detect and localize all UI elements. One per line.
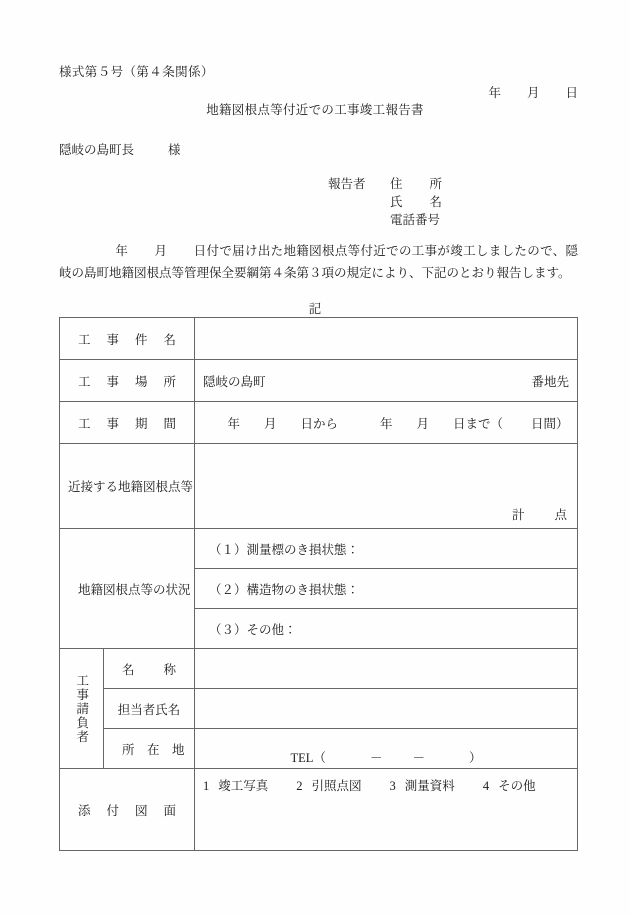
reporter-field-phone-label: 電話番号 (390, 213, 441, 227)
table-row-work-place (60, 360, 578, 402)
table-row-point-status-1 (60, 529, 578, 569)
attachment-option-4[interactable] (483, 779, 536, 793)
table-row-work-period (60, 402, 578, 444)
table-row-contractor-address (60, 729, 578, 769)
label-contractor (60, 649, 104, 769)
addressee (59, 140, 181, 158)
value-point-status-2[interactable]: （２）構造物のき損状態： (195, 569, 578, 609)
header-date-month: 月 (526, 86, 540, 100)
attachment-option-2-num: 2 (296, 779, 303, 793)
period-to-day: 日まで（ (453, 416, 504, 431)
body-text-part1: 日付で届け出た地籍図根点等付近での工事が竣工しましたので、隠岐の (59, 244, 578, 280)
value-point-status-1[interactable]: （１）測量標のき損状態： (195, 529, 578, 569)
tel-dash-1: － (369, 750, 383, 765)
table-row-contractor-name (60, 649, 578, 689)
attachment-option-3[interactable] (390, 779, 455, 793)
header-date-line (488, 83, 578, 101)
value-work-period[interactable] (195, 402, 578, 444)
period-days: 日間） (531, 416, 569, 431)
attachment-option-1[interactable] (203, 779, 268, 793)
body-date-year: 年 (115, 244, 129, 258)
label-point-status: 地籍図根点等の状況 (60, 529, 195, 649)
table-row-attachments (60, 769, 578, 851)
value-point-status-3[interactable]: （３）その他： (195, 609, 578, 649)
label-work-name: 工事件名 (60, 318, 195, 360)
period-from-year: 年 (227, 416, 240, 431)
label-contractor-name: 名 称 (104, 649, 195, 689)
label-attachments: 添付図面 (60, 769, 195, 851)
value-attachments[interactable] (195, 769, 578, 851)
work-place-suffix: 番地先 (531, 374, 569, 389)
label-work-place: 工事場所 (60, 360, 195, 402)
period-from-day: 日から (300, 416, 338, 431)
attachment-option-4-num: 4 (482, 779, 490, 793)
contractor-tel-line (203, 732, 569, 766)
label-contractor-vertical: 工事請負者 (74, 673, 89, 744)
reporter-field-address-label: 住 所 (390, 177, 442, 191)
period-from-month: 月 (263, 416, 277, 431)
label-contractor-person: 担当者氏名 (104, 689, 195, 729)
near-points-total-unit: 点 (554, 508, 567, 522)
page-title: 地籍図根点等付近での工事竣工報告書 (206, 103, 424, 117)
label-contractor-address: 所 在 地 (104, 729, 195, 769)
attachment-option-3-num: 3 (389, 779, 396, 793)
header-date-day: 日 (565, 86, 578, 100)
reporter-field-name-label: 氏 名 (390, 195, 442, 209)
attachment-option-1-label: 竣工写真 (218, 779, 269, 793)
attachment-option-2[interactable] (296, 779, 361, 793)
header-date-year: 年 (488, 86, 501, 100)
value-near-points[interactable] (195, 444, 578, 529)
addressee-honorific: 様 (168, 143, 181, 157)
reporter-row-address (328, 175, 442, 193)
value-contractor-person[interactable] (195, 689, 578, 729)
value-contractor-address[interactable] (195, 729, 578, 769)
reporter-block (328, 175, 442, 229)
value-work-place[interactable] (195, 360, 578, 402)
work-place-prefix: 隠岐の島町 (203, 374, 266, 389)
label-work-period: 工事期間 (60, 402, 195, 444)
attachment-options (203, 776, 569, 794)
table-row-contractor-person (60, 689, 578, 729)
period-to-year: 年 (380, 416, 393, 431)
reporter-label: 報告者 (328, 177, 366, 191)
tel-close-paren: ） (468, 750, 482, 765)
ki-marker: 記 (308, 302, 322, 316)
value-contractor-name[interactable] (195, 649, 578, 689)
addressee-name: 隠岐の島町長 (59, 143, 135, 157)
label-near-points: 近接する地籍図根点等 (60, 444, 195, 529)
reporter-row-name (328, 193, 442, 211)
table-row-near-points (60, 444, 578, 529)
body-date-month: 月 (154, 244, 168, 258)
reporter-row-phone (328, 211, 442, 229)
value-work-name[interactable] (195, 318, 578, 360)
near-points-total-label: 計 (511, 508, 525, 522)
tel-label: TEL（ (290, 750, 326, 765)
attachment-option-4-label: その他 (498, 779, 536, 793)
attachment-option-3-label: 測量資料 (404, 779, 455, 793)
attachment-option-2-label: 引照点図 (311, 779, 362, 793)
form-number: 様式第５号（第４条関係） (59, 65, 214, 79)
table-row-work-name (60, 318, 578, 360)
body-text-part2: 島町地籍図根点等管理保全要綱第４条第３項の規定により、下記のとおり報告します。 (84, 266, 571, 280)
tel-dash-2: － (412, 750, 425, 765)
report-form-table (59, 317, 578, 851)
near-points-total (512, 505, 567, 523)
period-to-month: 月 (416, 416, 430, 431)
body-paragraph (59, 240, 578, 284)
attachment-option-1-num: 1 (203, 779, 210, 793)
